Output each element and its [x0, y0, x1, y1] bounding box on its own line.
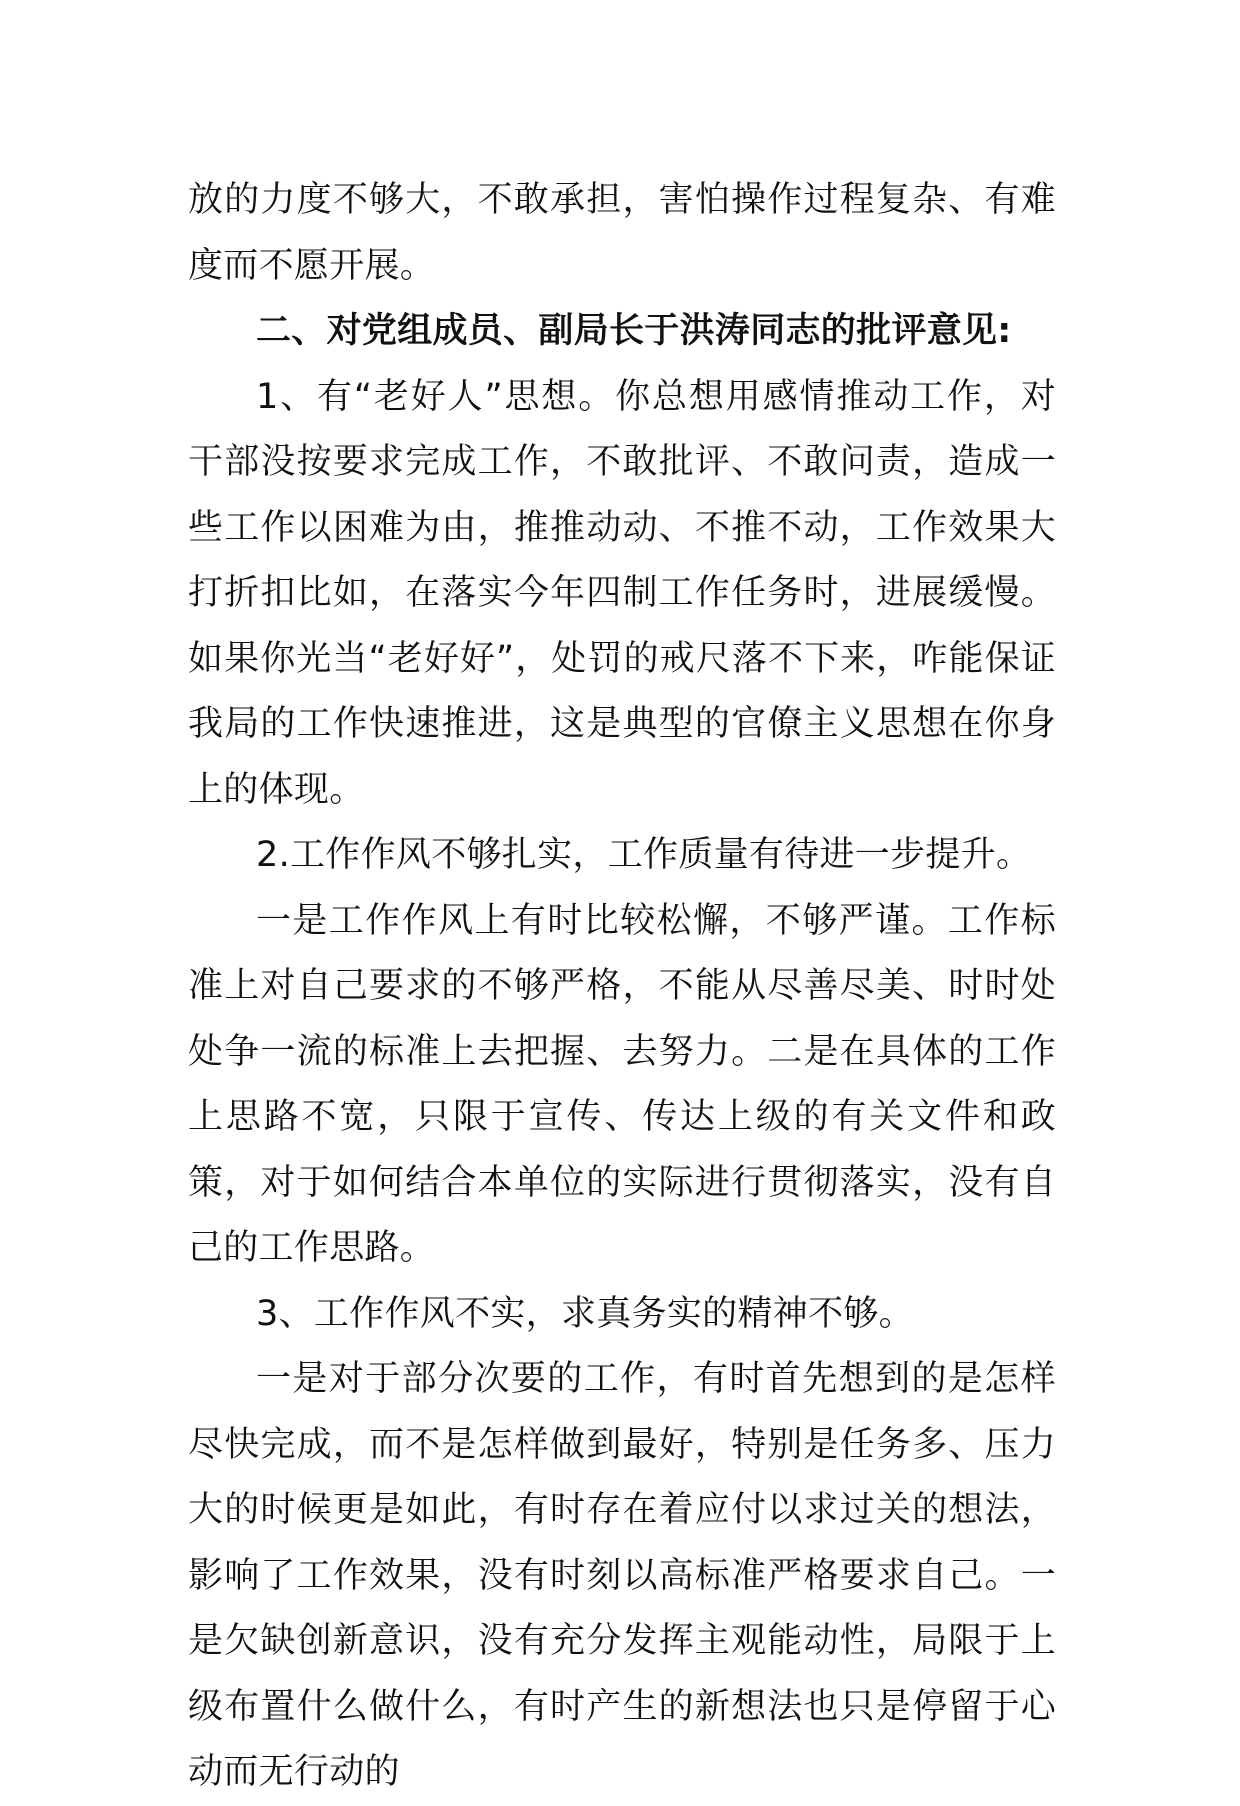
- paragraph-continuation: 放的力度不够大，不敢承担，害怕操作过程复杂、有难度而不愿开展。: [188, 180, 1056, 286]
- paragraph-item-2-detail: 一是工作作风上有时比较松懈，不够严谨。工作标准上对自己要求的不够严格，不能从尽善尽美、时时处处争一流的标准上去把握、去努力。二是在具体的工作上思路不宽，只限于宣传、传达上级的有关文件和政策，对于如何结合本单位的实际进行贯彻落实，没有自己的工作思路。: [188, 900, 1056, 1268]
- paragraph-item-1: 1、有“老好人”思想。你总想用感情推动工作，对干部没按要求完成工作，不敢批评、不敢问责，造成一些工作以困难为由，推推动动、不推不动，工作效果大打折扣比如，在落实今年四制工作任务时，进展缓慢。如果你光当“老好好”，处罚的戒尺落不下来，咋能保证我局的工作快速推进，这是典型的官僚主义思想在你身上的体现。: [188, 376, 1056, 810]
- section-heading: 二、对党组成员、副局长于洪涛同志的批评意见:: [256, 311, 1012, 351]
- paragraph-item-3: 3、工作作风不实，求真务实的精神不够。: [256, 1293, 914, 1334]
- paragraph-item-3-detail: 一是对于部分次要的工作，有时首先想到的是怎样尽快完成，而不是怎样做到最好，特别是任务多、压力大的时候更是如此，有时存在着应付以求过关的想法，影响了工作效果，没有时刻以高标准严格要求自己。一是欠缺创新意识，没有充分发挥主观能动性，局限于上级布置什么做什么，有时产生的新想法也只是停留于心动而无行动的: [188, 1359, 1056, 1792]
- paragraph-item-2: 2.工作作风不够扎实，工作质量有待进一步提升。: [256, 835, 1032, 875]
- document-body: [188, 168, 1056, 1806]
